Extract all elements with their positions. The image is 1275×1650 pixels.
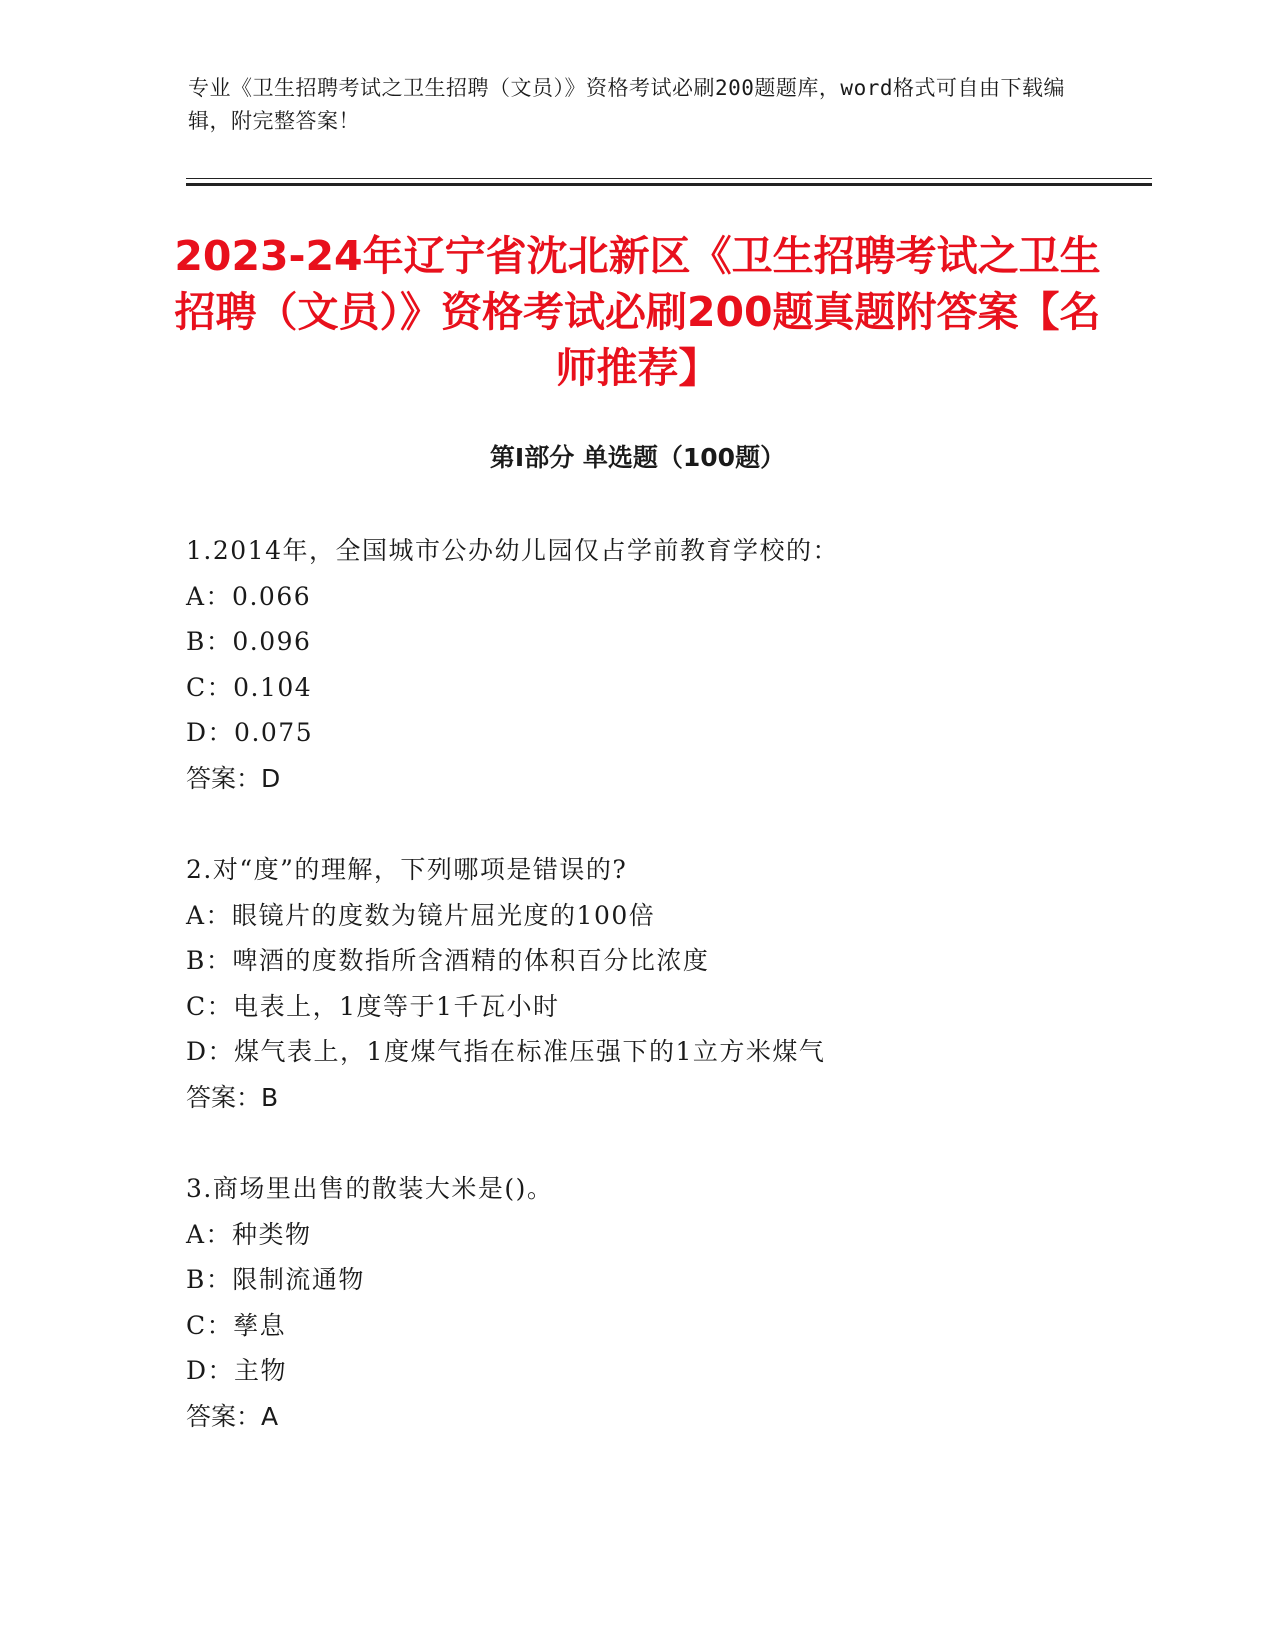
option-c: C：孳息 — [186, 1310, 287, 1340]
option-d: D：0.075 — [186, 718, 314, 747]
answer-line: 答案：B — [186, 1082, 279, 1112]
option-c: C：0.104 — [186, 672, 313, 702]
option-a: A：眼镜片的度数为镜片屈光度的100倍 — [186, 900, 656, 930]
question-1 — [186, 528, 1146, 801]
header-divider-thin — [186, 178, 1152, 179]
option-a: A：种类物 — [186, 1219, 312, 1249]
question-3 — [186, 1166, 1146, 1439]
question-list — [186, 528, 1146, 1485]
option-d: D：主物 — [186, 1356, 288, 1385]
option-b: B：限制流通物 — [186, 1265, 365, 1294]
answer-line: 答案：A — [186, 1401, 279, 1431]
option-c: C：电表上，1度等于1千瓦小时 — [186, 991, 560, 1021]
header-divider-thick — [186, 183, 1152, 186]
section-heading: 第Ⅰ部分 单选题（100题） — [489, 443, 786, 472]
option-d: D：煤气表上，1度煤气指在标准压强下的1立方米煤气 — [186, 1037, 826, 1066]
option-a: A：0.066 — [186, 581, 312, 611]
question-stem: 3.商场里出售的散装大米是()。 — [186, 1174, 554, 1203]
question-stem: 1.2014年，全国城市公办幼儿园仅占学前教育学校的： — [186, 536, 839, 565]
answer-line: 答案：D — [186, 763, 281, 793]
header-note: 专业《卫生招聘考试之卫生招聘（文员）》资格考试必刷200题题库，word格式可自由下载编辑，附完整答案！ — [188, 76, 1065, 133]
option-b: B：0.096 — [186, 627, 312, 656]
document-title: 2023-24年辽宁省沈北新区《卫生招聘考试之卫生招聘（文员）》资格考试必刷200题真题附答案【名师推荐】 — [174, 232, 1101, 392]
question-2 — [186, 847, 1146, 1120]
question-stem: 2.对“度”的理解，下列哪项是错误的? — [186, 855, 628, 884]
option-b: B：啤酒的度数指所含酒精的体积百分比浓度 — [186, 946, 710, 975]
